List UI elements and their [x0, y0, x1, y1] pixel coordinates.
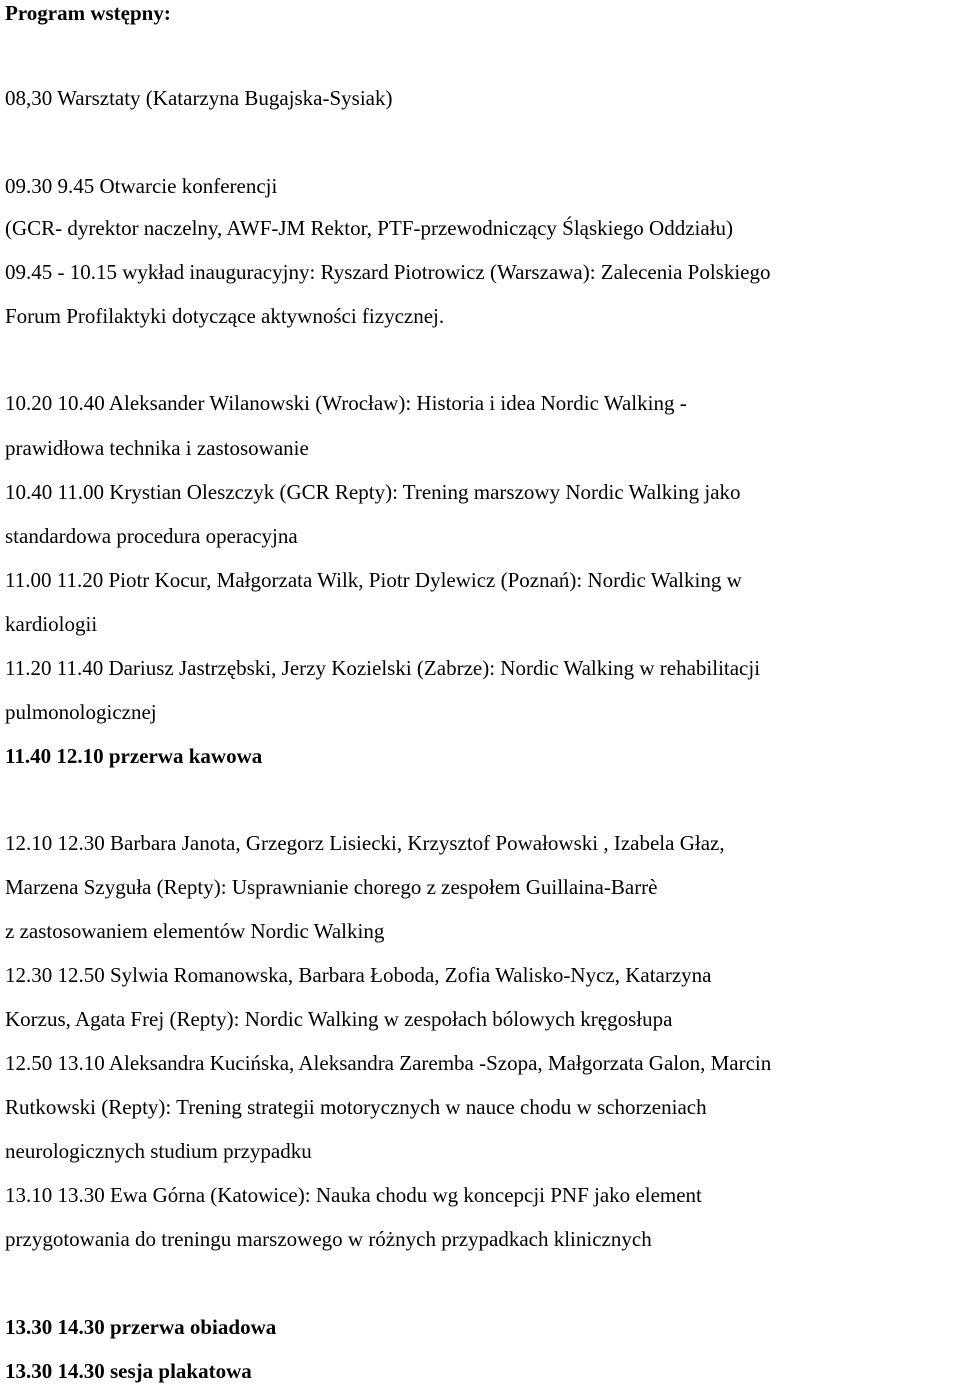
program-item-history-nw: 10.20 10.40 Aleksander Wilanowski (Wrocław): Historia i idea Nordic Walking -	[5, 391, 687, 415]
program-item-history-nw-cont: prawidłowa technika i zastosowanie	[5, 436, 309, 460]
program-item-cardiology-cont: kardiologii	[5, 612, 98, 636]
program-item-inaugural-lecture: 09.45 - 10.15 wykład inauguracyjny: Ryszard Piotrowicz (Warszawa): Zalecenia Polskiego	[5, 260, 771, 284]
program-heading: Program wstępny:	[5, 1, 171, 25]
program-item-guillain-barre-cont2: z zastosowaniem elementów Nordic Walking	[5, 919, 385, 943]
program-item-inaugural-lecture-cont: Forum Profilaktyki dotyczące aktywności fizycznej.	[5, 304, 445, 328]
program-item-march-training: 10.40 11.00 Krystian Oleszczyk (GCR Repty): Trening marszowy Nordic Walking jako	[5, 480, 741, 504]
program-item-motor-strategies-cont2: neurologicznych studium przypadku	[5, 1139, 312, 1163]
program-item-cardiology: 11.00 11.20 Piotr Kocur, Małgorzata Wilk, Piotr Dylewicz (Poznań): Nordic Walking w	[5, 568, 742, 592]
program-item-motor-strategies: 12.50 13.10 Aleksandra Kucińska, Aleksandra Zaremba -Szopa, Małgorzata Galon, Marcin	[5, 1051, 772, 1075]
program-item-poster-session: 13.30 14.30 sesja plakatowa	[5, 1359, 252, 1383]
program-item-guillain-barre: 12.10 12.30 Barbara Janota, Grzegorz Lisiecki, Krzysztof Powałowski , Izabela Głaz,	[5, 831, 725, 855]
program-item-motor-strategies-cont1: Rutkowski (Repty): Trening strategii motorycznych w nauce chodu w schorzeniach	[5, 1095, 707, 1119]
program-item-opening-detail: (GCR- dyrektor naczelny, AWF-JM Rektor, PTF-przewodniczący Śląskiego Oddziału)	[5, 216, 734, 240]
program-item-pnf: 13.10 13.30 Ewa Górna (Katowice): Nauka chodu wg koncepcji PNF jako element	[5, 1183, 702, 1207]
program-item-back-pain-cont: Korzus, Agata Frej (Repty): Nordic Walking w zespołach bólowych kręgosłupa	[5, 1007, 673, 1031]
program-item-guillain-barre-cont1: Marzena Szyguła (Repty): Usprawnianie chorego z zespołem Guillaina-Barrè	[5, 875, 658, 899]
program-item-coffee-break: 11.40 12.10 przerwa kawowa	[5, 744, 263, 768]
program-item-lunch-break: 13.30 14.30 przerwa obiadowa	[5, 1315, 277, 1339]
program-item-back-pain: 12.30 12.50 Sylwia Romanowska, Barbara Łoboda, Zofia Walisko-Nycz, Katarzyna	[5, 963, 712, 987]
program-item-pulmonology-cont: pulmonologicznej	[5, 700, 157, 724]
program-item-pulmonology: 11.20 11.40 Dariusz Jastrzębski, Jerzy Kozielski (Zabrze): Nordic Walking w rehabilitacji	[5, 656, 761, 680]
program-item-pnf-cont: przygotowania do treningu marszowego w różnych przypadkach klinicznych	[5, 1227, 652, 1251]
program-item-march-training-cont: standardowa procedura operacyjna	[5, 524, 298, 548]
program-item-opening: 09.30 9.45 Otwarcie konferencji	[5, 174, 278, 198]
program-item-workshop: 08,30 Warsztaty (Katarzyna Bugajska-Sysiak)	[5, 86, 393, 110]
